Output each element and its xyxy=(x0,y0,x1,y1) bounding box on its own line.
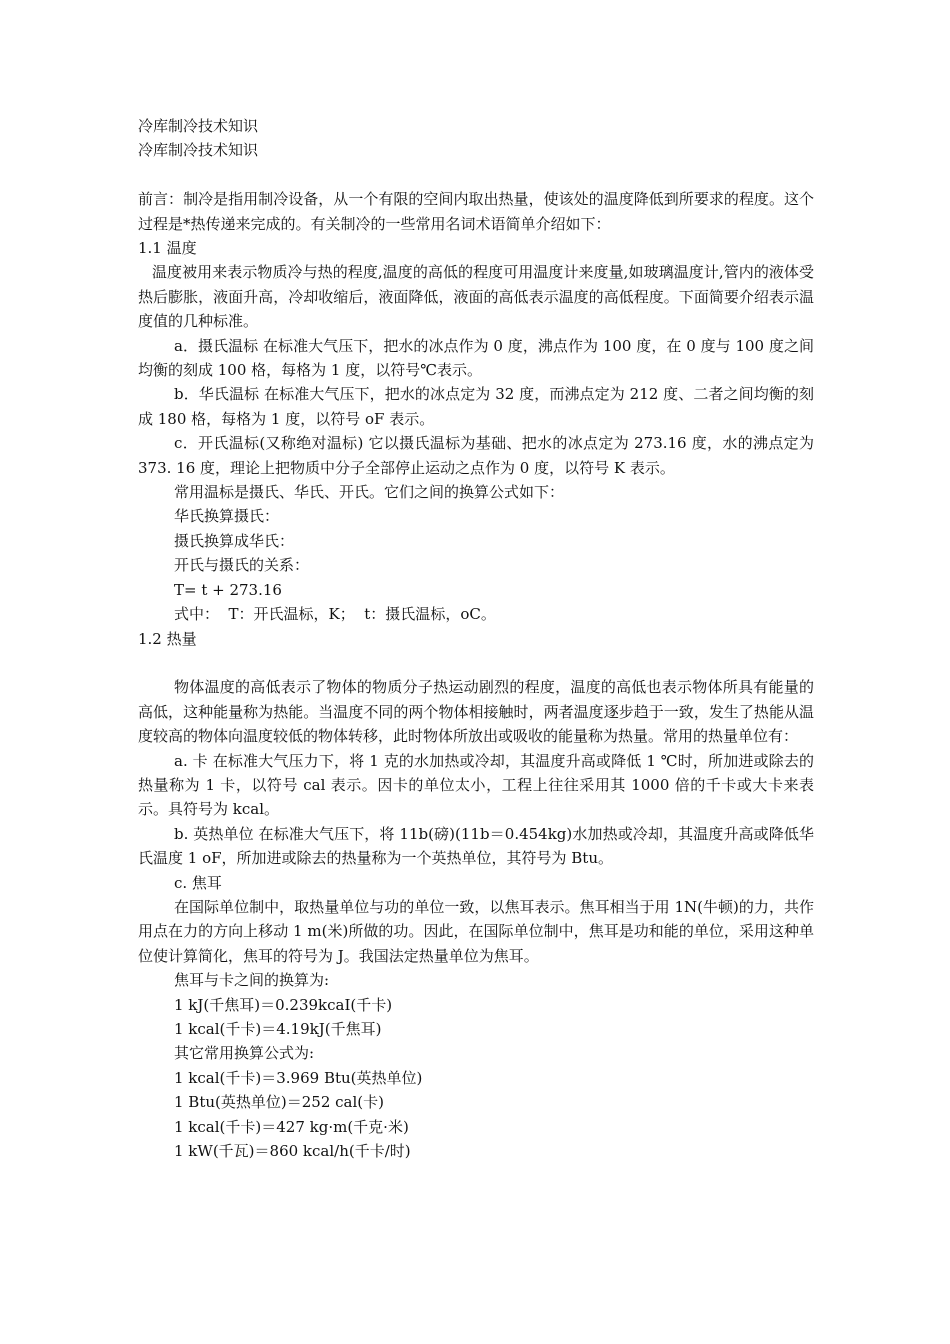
other-formulas-intro-line: 其它常用换算公式为: xyxy=(174,1044,315,1063)
f-to-c-line: 华氏换算摄氏： xyxy=(174,507,280,526)
c-to-f-line: 摄氏换算成华氏： xyxy=(174,531,295,550)
k-c-relation-line: 开氏与摄氏的关系： xyxy=(174,556,310,575)
joule-heading-line: c. 焦耳 xyxy=(174,873,222,892)
kj-to-kcal-line: 1 kJ(千焦耳)＝0.239kcaI(千卡) xyxy=(174,995,393,1014)
document-page xyxy=(138,114,814,1163)
btu-paragraph: b. 英热单位 在标准大气压下，将 11b(磅)(11b＝0.454kg)水加热或冷却，其温度升高或降低华氏温度 1 oF，所加进或除去的热量称为一个英热单位，其符号为 Btu。 xyxy=(138,824,814,868)
celsius-scale-paragraph: a．摄氏温标 在标准大气压下，把水的冰点作为 0 度，沸点作为 100 度，在 0 度与 100 度之间均衡的刻成 100 格，每格为 1 度，以符号℃表示。 xyxy=(138,336,814,380)
document-subtitle: 冷库制冷技术知识 xyxy=(138,141,259,160)
joule-cal-intro-line: 焦耳与卡之间的换算为: xyxy=(174,971,330,990)
kcal-to-btu-line: 1 kcal(千卡)＝3.969 Btu(英热单位) xyxy=(174,1068,423,1087)
heat-paragraph: 物体温度的高低表示了物体的物质分子热运动剧烈的程度，温度的高低也表示物体所具有能量的高低，这种能量称为热能。当温度不同的两个物体相接触时，两者温度逐步趋于一致，发生了热能从温度较高的物体向温度较低的物体转移，此时物体所放出或吸收的能量称为热量。常用的热量单位有： xyxy=(138,678,814,746)
kelvin-scale-paragraph: c．开氏温标(又称绝对温标) 它以摄氏温标为基础、把水的冰点定为 273.16 度，水的沸点定为 373. 16 度，理论上把物质中分子全部停止运动之点作为 0 度，以符号 K 表示。 xyxy=(138,434,814,477)
intro-paragraph: 前言：制冷是指用制冷设备，从一个有限的空间内取出热量，使该处的温度降低到所要求的程度。这个过程是*热传递来完成的。有关制冷的一些常用名词术语简单介绍如下： xyxy=(138,190,814,233)
document-title: 冷库制冷技术知识 xyxy=(138,117,259,135)
calorie-paragraph: a. 卡 在标准大气压力下，将 1 克的水加热或冷却，其温度升高或降低 1 ℃时，所加进或除去的热量称为 1 卡，以符号 cal 表示。因卡的单位太小，工程上往往采用其 1000 倍的千卡或大卡来表示。具符号为 kcal。 xyxy=(138,751,814,819)
formula-line: T= t + 273.16 xyxy=(174,580,282,599)
joule-paragraph: 在国际单位制中，取热量单位与功的单位一致，以焦耳表示。焦耳相当于用 1N(牛顿)的力，共作用点在力的方向上移动 1 m(米)所做的功。因此，在国际单位制中，焦耳是功和能的单位，采用这种单位使计算简化，焦耳的符号为 J。我国法定热量单位为焦耳。 xyxy=(138,897,814,965)
section-heading-heat: 1.2 热量 xyxy=(138,629,197,648)
kcal-to-kj-line: 1 kcal(千卡)＝4.19kJ(千焦耳) xyxy=(174,1020,382,1038)
temperature-paragraph: 温度被用来表示物质冷与热的程度,温度的高低的程度可用温度计来度量,如玻璃温度计,管内的液体受热后膨胀，液面升高，冷却收缩后，液面降低，液面的高低表示温度的高低程度。下面简要介绍表示温度值的几种标准。 xyxy=(138,263,814,331)
fahrenheit-scale-paragraph: b．华氏温标 在标准大气压下，把水的冰点定为 32 度，而沸点定为 212 度、二者之间均衡的刻成 180 格，每格为 1 度，以符号 oF 表示。 xyxy=(138,385,814,428)
conversion-intro-line: 常用温标是摄氏、华氏、开氏。它们之间的换算公式如下： xyxy=(174,483,565,502)
section-heading-temperature: 1.1 温度 xyxy=(138,239,197,258)
spacer xyxy=(138,651,814,675)
kcal-to-kgm-line: 1 kcal(千卡)＝427 kg·m(千克·米) xyxy=(174,1117,409,1136)
formula-legend-line: 式中： T：开氏温标，K； t：摄氏温标，oC。 xyxy=(174,605,496,624)
kw-to-kcalh-line: 1 kW(千瓦)＝860 kcal/h(千卡/时) xyxy=(174,1142,411,1161)
spacer xyxy=(138,163,814,187)
btu-to-cal-line: 1 Btu(英热单位)＝252 cal(卡) xyxy=(174,1093,384,1112)
